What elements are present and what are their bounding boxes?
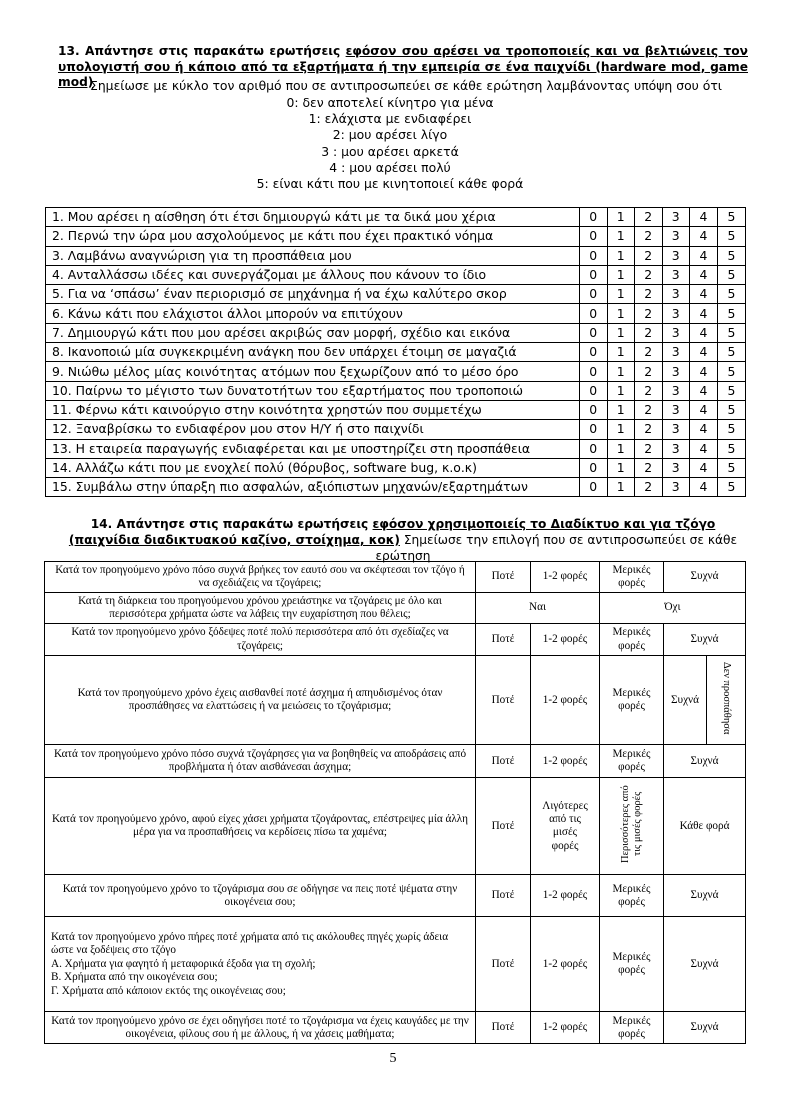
- answer-option[interactable]: Ποτέ: [476, 1012, 531, 1044]
- answer-option[interactable]: Συχνά: [664, 917, 746, 1012]
- rating-option-2[interactable]: 2: [635, 343, 663, 362]
- rating-option-1[interactable]: 1: [607, 439, 635, 458]
- rating-option-5[interactable]: 5: [718, 285, 746, 304]
- q13-scale-legend: [200, 95, 580, 192]
- q14-row: [45, 875, 746, 917]
- rating-option-5[interactable]: 5: [718, 439, 746, 458]
- answer-option[interactable]: Ποτέ: [476, 917, 531, 1012]
- answer-option[interactable]: 1-2 φορές: [531, 917, 600, 1012]
- rating-option-1[interactable]: 1: [607, 362, 635, 381]
- rating-option-5[interactable]: 5: [718, 381, 746, 400]
- q14-heading-prefix: 14. Απάντησε στις παρακάτω ερωτήσεις: [90, 517, 373, 531]
- answer-option[interactable]: Συχνά: [664, 624, 746, 656]
- q14-row: [45, 778, 746, 875]
- answer-option[interactable]: Μερικές φορές: [600, 656, 664, 745]
- rating-option-4[interactable]: 4: [690, 265, 718, 284]
- answer-option[interactable]: Συχνά: [664, 1012, 746, 1044]
- answer-option[interactable]: Ποτέ: [476, 562, 531, 593]
- q14-row: [45, 562, 746, 593]
- rating-option-2[interactable]: 2: [635, 381, 663, 400]
- scale-line: 5: είναι κάτι που με κινητοποιεί κάθε φορά: [256, 176, 524, 192]
- rating-option-1[interactable]: 1: [607, 208, 635, 227]
- q13-statement: 14. Αλλάζω κάτι που με ενοχλεί πολύ (θόρυβος, software bug, κ.ο.κ): [46, 458, 580, 477]
- rating-option-3[interactable]: 3: [662, 420, 690, 439]
- q14-heading: [58, 516, 748, 564]
- q13-heading-condition: εφόσον σου αρέσει να τροποποιείς και να βελτιώνεις τον υπολογιστή σου ή κάποιο από τα εξαρτήματα ή την εμπειρία σε ένα παιχνίδι (hardware mod, game mod): [58, 44, 748, 89]
- answer-option[interactable]: Συχνά: [664, 562, 746, 593]
- rating-option-1[interactable]: 1: [607, 246, 635, 265]
- scale-line: 4 : μου αρέσει πολύ: [329, 159, 451, 175]
- q14-gambling-table: [44, 561, 746, 1044]
- rating-option-2[interactable]: 2: [635, 304, 663, 323]
- q13-row: [46, 458, 746, 477]
- rating-option-1[interactable]: 1: [607, 323, 635, 342]
- q13-row: [46, 478, 746, 497]
- rating-option-1[interactable]: 1: [607, 478, 635, 497]
- q13-statement: 1. Μου αρέσει η αίσθηση ότι έτσι δημιουργώ κάτι με τα δικά μου χέρια: [46, 208, 580, 227]
- rating-option-1[interactable]: 1: [607, 400, 635, 419]
- answer-option[interactable]: 1-2 φορές: [531, 875, 600, 917]
- answer-option[interactable]: Συχνά: [664, 875, 746, 917]
- rating-option-3[interactable]: 3: [662, 478, 690, 497]
- rating-option-3[interactable]: 3: [662, 304, 690, 323]
- rating-option-0[interactable]: 0: [580, 265, 608, 284]
- q14-heading-condition: εφόσον χρησιμοποιείς το Διαδίκτυο και για τζόγο (παιχνίδια διαδικτυακού καζίνο, στοίχημα, κοκ): [68, 517, 716, 547]
- rating-option-1[interactable]: 1: [607, 285, 635, 304]
- q13-statement: 10. Παίρνω το μέγιστο των δυνατοτήτων του εξαρτήματος που τροποποιώ: [46, 381, 580, 400]
- rating-option-1[interactable]: 1: [607, 381, 635, 400]
- rating-option-4[interactable]: 4: [690, 362, 718, 381]
- q14-row: [45, 745, 746, 778]
- rating-option-3[interactable]: 3: [662, 458, 690, 477]
- rating-option-5[interactable]: 5: [718, 304, 746, 323]
- answer-option[interactable]: Συχνά: [664, 745, 746, 778]
- rating-option-4[interactable]: 4: [690, 400, 718, 419]
- rating-option-1[interactable]: 1: [607, 343, 635, 362]
- q13-row: [46, 343, 746, 362]
- answer-option[interactable]: 1-2 φορές: [531, 1012, 600, 1044]
- answer-option[interactable]: Ποτέ: [476, 656, 531, 745]
- rating-option-2[interactable]: 2: [635, 265, 663, 284]
- answer-option[interactable]: Ποτέ: [476, 745, 531, 778]
- q13-statement: 6. Κάνω κάτι που ελάχιστοι άλλοι μπορούν να επιτύχουν: [46, 304, 580, 323]
- rating-option-0[interactable]: 0: [580, 285, 608, 304]
- answer-option[interactable]: Ποτέ: [476, 624, 531, 656]
- scale-line: 2: μου αρέσει λίγο: [332, 127, 448, 143]
- q13-row: [46, 208, 746, 227]
- rating-option-0[interactable]: 0: [580, 420, 608, 439]
- rating-option-0[interactable]: 0: [580, 400, 608, 419]
- rating-option-3[interactable]: 3: [662, 362, 690, 381]
- rating-option-3[interactable]: 3: [662, 439, 690, 458]
- rating-option-2[interactable]: 2: [635, 246, 663, 265]
- q13-row: [46, 420, 746, 439]
- rating-option-2[interactable]: 2: [635, 439, 663, 458]
- rating-option-3[interactable]: 3: [662, 208, 690, 227]
- q13-statement: 12. Ξαναβρίσκω το ενδιαφέρον μου στον Η/Υ ή στο παιχνίδι: [46, 420, 580, 439]
- answer-option[interactable]: [600, 778, 664, 875]
- q13-statement: 9. Νιώθω μέλος μίας κοινότητας ατόμων που ξεχωρίζουν από το μέσο όρο: [46, 362, 580, 381]
- rating-option-3[interactable]: 3: [662, 323, 690, 342]
- q13-statement: 11. Φέρνω κάτι καινούργιο στην κοινότητα χρηστών που συμμετέχω: [46, 400, 580, 419]
- q14-question: Κατά τον προηγούμενο χρόνο πόσο συχνά τζογάρησες για να βοηθηθείς να αποδράσεις από προβλήματα ή όταν αισθάνεσαι άσχημα;: [45, 745, 476, 778]
- rating-option-3[interactable]: 3: [662, 285, 690, 304]
- rating-option-0[interactable]: 0: [580, 208, 608, 227]
- rating-option-2[interactable]: 2: [635, 208, 663, 227]
- rating-option-1[interactable]: 1: [607, 265, 635, 284]
- q14-question: Κατά τον προηγούμενο χρόνο ξόδεψες ποτέ πολύ περισσότερα από ότι σχεδίαζες να τζογάρεις;: [45, 624, 476, 656]
- answer-option[interactable]: Μερικές φορές: [600, 562, 664, 593]
- answer-option[interactable]: Λιγότερες από τις μισές φορές: [531, 778, 600, 875]
- q14-question: Κατά τον προηγούμενο χρόνο σε έχει οδηγήσει ποτέ το τζογάρισμα να έχεις καυγάδες με την οικογένεια, φίλους σου ή με άλλους, ή να χάσεις μαθήματα;: [45, 1012, 476, 1044]
- q13-row: [46, 285, 746, 304]
- answer-option[interactable]: Όχι: [600, 593, 746, 624]
- rating-option-5[interactable]: 5: [718, 265, 746, 284]
- q14-heading-instruction: Σημείωσε την επιλογή που σε αντιπροσωπεύει σε κάθε ερώτηση: [375, 533, 738, 563]
- q14-question: Κατά τον προηγούμενο χρόνο το τζογάρισμα σου σε οδήγησε να πεις ποτέ ψέματα στην οικογένεια σου;: [45, 875, 476, 917]
- q14-row: [45, 656, 746, 745]
- answer-option[interactable]: Μερικές φορές: [600, 917, 664, 1012]
- answer-option[interactable]: Μερικές φορές: [600, 875, 664, 917]
- q13-statement: 5. Για να ‘σπάσω’ έναν περιορισμό σε μηχάνημα ή να έχω καλύτερο σκορ: [46, 285, 580, 304]
- rating-option-5[interactable]: 5: [718, 208, 746, 227]
- rating-option-5[interactable]: 5: [718, 246, 746, 265]
- q13-instruction: Σημείωσε με κύκλο τον αριθμό που σε αντιπροσωπεύει σε κάθε ερώτηση λαμβάνοντας υπόψη σου ότι: [90, 78, 722, 93]
- rating-option-4[interactable]: 4: [690, 304, 718, 323]
- q13-statement: 15. Συμβάλω στην ύπαρξη πιο ασφαλών, αξιόπιστων μηχανών/εξαρτημάτων: [46, 478, 580, 497]
- q13-row: [46, 439, 746, 458]
- rating-option-0[interactable]: 0: [580, 343, 608, 362]
- q14-row: [45, 624, 746, 656]
- rating-option-2[interactable]: 2: [635, 478, 663, 497]
- rating-option-5[interactable]: 5: [718, 227, 746, 246]
- rating-option-1[interactable]: 1: [607, 420, 635, 439]
- rating-option-2[interactable]: 2: [635, 227, 663, 246]
- rating-option-3[interactable]: 3: [662, 227, 690, 246]
- q13-statement: 3. Λαμβάνω αναγνώριση για τη προσπάθεια μου: [46, 246, 580, 265]
- scale-line: 0: δεν αποτελεί κίνητρο για μένα: [286, 95, 494, 110]
- q14-row: [45, 917, 746, 1012]
- q13-statement: 2. Περνώ την ώρα μου ασχολούμενος με κάτι που έχει πρακτικό νόημα: [46, 227, 580, 246]
- rating-option-3[interactable]: 3: [662, 343, 690, 362]
- answer-option[interactable]: Ποτέ: [476, 875, 531, 917]
- rating-option-4[interactable]: 4: [690, 381, 718, 400]
- answer-option[interactable]: Συχνά: [664, 656, 707, 745]
- answer-option[interactable]: 1-2 φορές: [531, 562, 600, 593]
- rating-option-5[interactable]: 5: [718, 478, 746, 497]
- rating-option-3[interactable]: 3: [662, 400, 690, 419]
- rating-option-4[interactable]: 4: [690, 246, 718, 265]
- q14-row: [45, 1012, 746, 1044]
- q14-question: Κατά τον προηγούμενο χρόνο πόσο συχνά βρήκες τον εαυτό σου να σκέφτεσαι τον τζόγο ή να σχεδιάζεις να τζογάρεις;: [45, 562, 476, 593]
- q14-question: Κατά τον προηγούμενο χρόνο έχεις αισθανθεί ποτέ άσχημα ή απηυδισμένος όταν προσπάθησες να ελαττώσεις ή να μειώσεις το τζογάρισμα;: [45, 656, 476, 745]
- rating-option-3[interactable]: 3: [662, 246, 690, 265]
- rating-option-0[interactable]: 0: [580, 458, 608, 477]
- answer-option[interactable]: 1-2 φορές: [531, 745, 600, 778]
- rating-option-4[interactable]: 4: [690, 208, 718, 227]
- rating-option-0[interactable]: 0: [580, 478, 608, 497]
- rating-option-2[interactable]: 2: [635, 362, 663, 381]
- q13-row: [46, 362, 746, 381]
- q14-row: [45, 593, 746, 624]
- q14-question: Κατά τη διάρκεια του προηγούμενου χρόνου χρειάστηκε να τζογάρεις με όλο και περισσότερα χρήματα ώστε να λάβεις την ευχαρίστηση που θέλεις;: [45, 593, 476, 624]
- rating-option-2[interactable]: 2: [635, 458, 663, 477]
- rating-option-4[interactable]: 4: [690, 439, 718, 458]
- q13-rating-table: [45, 207, 746, 497]
- q14-question: [45, 917, 476, 1012]
- answer-option[interactable]: Ποτέ: [476, 778, 531, 875]
- q13-row: [46, 381, 746, 400]
- rating-option-0[interactable]: 0: [580, 381, 608, 400]
- rating-option-5[interactable]: 5: [718, 420, 746, 439]
- q13-row: [46, 265, 746, 284]
- q13-statement: 4. Ανταλλάσσω ιδέες και συνεργάζομαι με άλλους που κάνουν το ίδιο: [46, 265, 580, 284]
- rating-option-0[interactable]: 0: [580, 439, 608, 458]
- rating-option-4[interactable]: 4: [690, 343, 718, 362]
- q13-statement: 13. Η εταιρεία παραγωγής ενδιαφέρεται και με υποστηρίζει στη προσπάθεια: [46, 439, 580, 458]
- rating-option-5[interactable]: 5: [718, 400, 746, 419]
- q13-statement: 7. Δημιουργώ κάτι που μου αρέσει ακριβώς σαν μορφή, σχέδιο και εικόνα: [46, 323, 580, 342]
- rating-option-4[interactable]: 4: [690, 227, 718, 246]
- rating-option-2[interactable]: 2: [635, 285, 663, 304]
- rating-option-2[interactable]: 2: [635, 400, 663, 419]
- rating-option-1[interactable]: 1: [607, 227, 635, 246]
- q14-question-line: Γ. Χρήματα από κάποιον εκτός της οικογένειας σου;: [51, 984, 286, 997]
- rating-option-3[interactable]: 3: [662, 265, 690, 284]
- rating-option-0[interactable]: 0: [580, 362, 608, 381]
- q14-question: Κατά τον προηγούμενο χρόνο, αφού είχες χάσει χρήματα τζογάροντας, επέστρεψες μία άλλη μέρα για να προσπαθήσεις να κερδίσεις πίσω τα χαμένα;: [45, 778, 476, 875]
- rating-option-4[interactable]: 4: [690, 458, 718, 477]
- rating-option-0[interactable]: 0: [580, 323, 608, 342]
- rating-option-5[interactable]: 5: [718, 323, 746, 342]
- q13-row: [46, 227, 746, 246]
- answer-option[interactable]: [707, 656, 746, 745]
- rating-option-4[interactable]: 4: [690, 285, 718, 304]
- rating-option-5[interactable]: 5: [718, 362, 746, 381]
- answer-option[interactable]: 1-2 φορές: [531, 656, 600, 745]
- rating-option-4[interactable]: 4: [690, 478, 718, 497]
- page-number: 5: [389, 1051, 397, 1066]
- q14-question-line: Α. Χρήματα για φαγητό ή μεταφορικά έξοδα για τη σχολή;: [51, 957, 316, 970]
- scale-line: 1: ελάχιστα με ενδιαφέρει: [308, 111, 472, 127]
- answer-option[interactable]: Μερικές φορές: [600, 745, 664, 778]
- rating-option-5[interactable]: 5: [718, 343, 746, 362]
- q14-question-line: Κατά τον προηγούμενο χρόνο πήρες ποτέ χρήματα από τις ακόλουθες πηγές χωρίς άδεια ώστε να ξοδέψεις στο τζόγο: [51, 930, 449, 957]
- q13-row: [46, 304, 746, 323]
- q13-row: [46, 246, 746, 265]
- rating-option-3[interactable]: 3: [662, 381, 690, 400]
- scale-line: 3 : μου αρέσει αρκετά: [321, 143, 459, 159]
- answer-option-label: Δεν προσπάθησα: [721, 661, 732, 735]
- answer-option-label: Περισσότερες από τις μισές φορές: [619, 785, 643, 864]
- answer-option[interactable]: Μερικές φορές: [600, 1012, 664, 1044]
- answer-option[interactable]: 1-2 φορές: [531, 624, 600, 656]
- q13-heading-prefix: 13. Απάντησε στις παρακάτω ερωτήσεις: [58, 44, 346, 58]
- q14-question-line: Β. Χρήματα από την οικογένεια σου;: [51, 971, 218, 984]
- rating-option-4[interactable]: 4: [690, 420, 718, 439]
- rating-option-2[interactable]: 2: [635, 323, 663, 342]
- rating-option-2[interactable]: 2: [635, 420, 663, 439]
- rating-option-0[interactable]: 0: [580, 227, 608, 246]
- q13-statement: 8. Ικανοποιώ μία συγκεκριμένη ανάγκη που δεν υπάρχει έτοιμη σε μαγαζιά: [46, 343, 580, 362]
- rating-option-1[interactable]: 1: [607, 458, 635, 477]
- answer-option[interactable]: Μερικές φορές: [600, 624, 664, 656]
- rating-option-1[interactable]: 1: [607, 304, 635, 323]
- q13-row: [46, 400, 746, 419]
- q13-row: [46, 323, 746, 342]
- rating-option-4[interactable]: 4: [690, 323, 718, 342]
- rating-option-5[interactable]: 5: [718, 458, 746, 477]
- rating-option-0[interactable]: 0: [580, 246, 608, 265]
- answer-option[interactable]: Ναι: [476, 593, 600, 624]
- rating-option-0[interactable]: 0: [580, 304, 608, 323]
- answer-option[interactable]: Κάθε φορά: [664, 778, 746, 875]
